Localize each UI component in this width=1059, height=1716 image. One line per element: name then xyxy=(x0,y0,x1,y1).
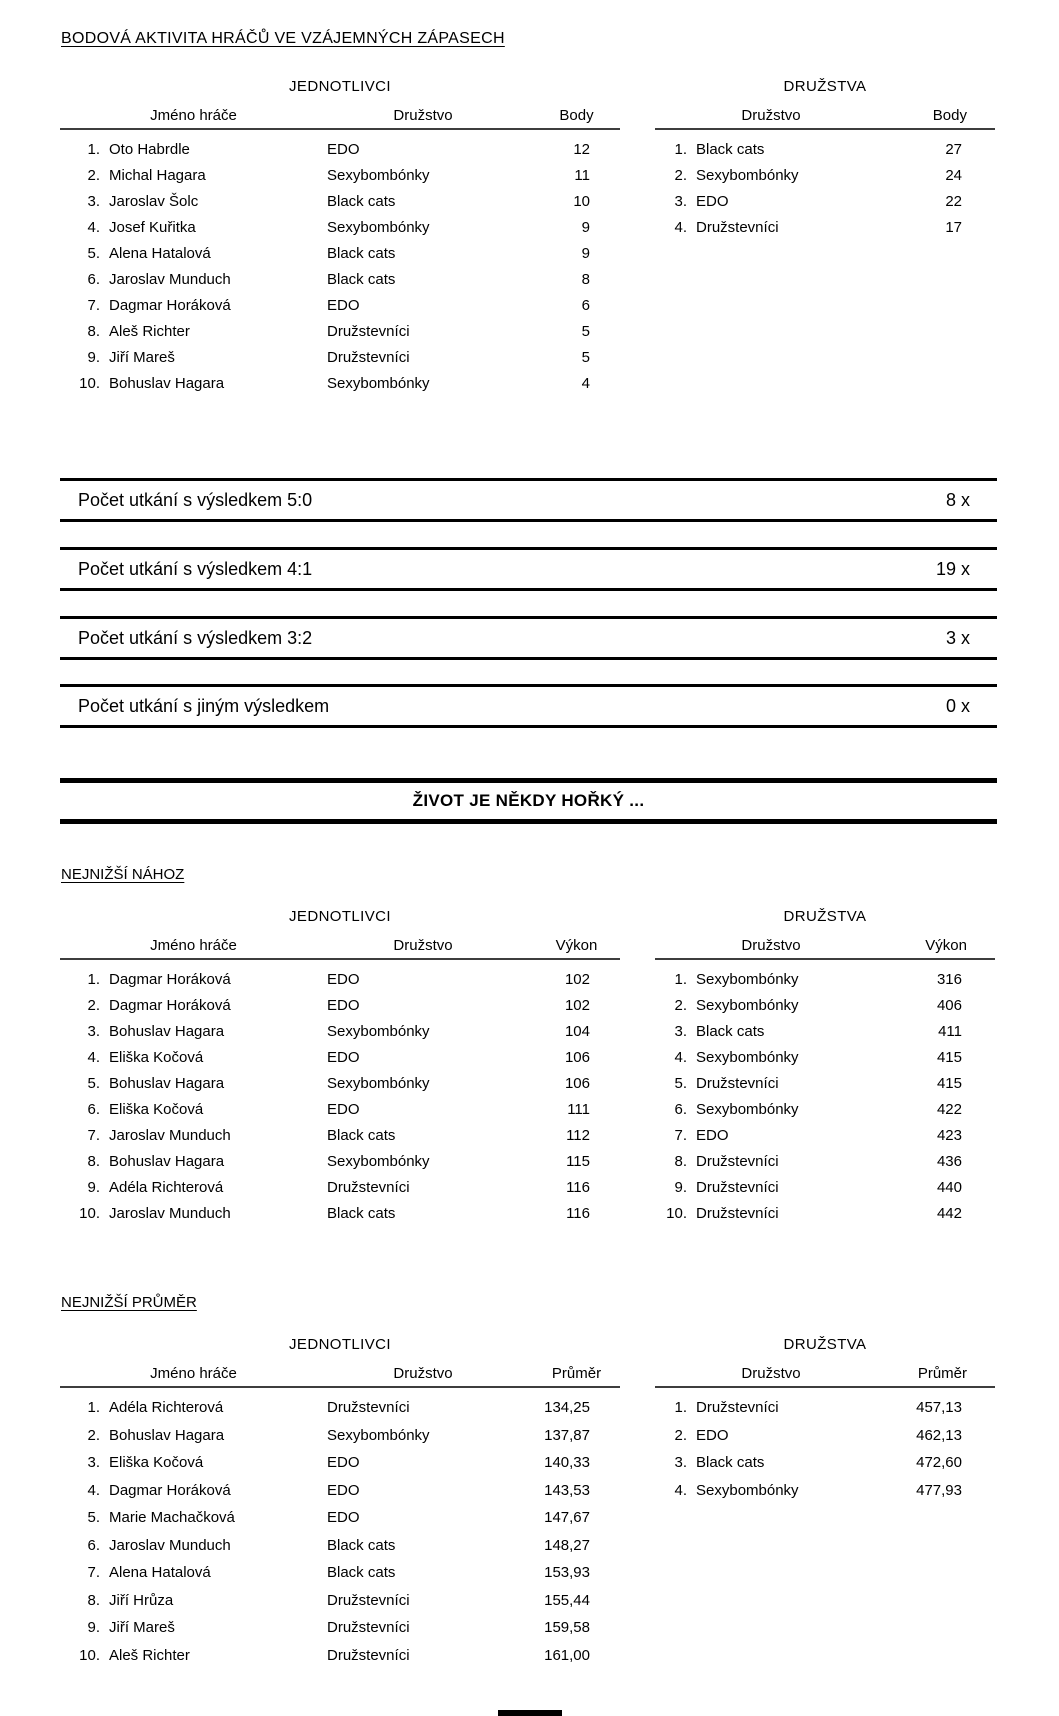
row-team: Sexybombónky xyxy=(327,1152,430,1170)
match-count-box-5-0 xyxy=(60,478,997,522)
table-row xyxy=(60,1018,620,1044)
row-value: 140,33 xyxy=(544,1454,590,1472)
table-row xyxy=(60,1559,620,1587)
row-rank: 4. xyxy=(87,218,100,236)
row-team: Družstevníci xyxy=(696,1152,779,1170)
row-rank: 5. xyxy=(87,244,100,262)
row-player-name: Dagmar Horáková xyxy=(109,996,231,1014)
row-team: Družstevníci xyxy=(696,218,779,236)
row-value: 5 xyxy=(581,348,590,366)
row-rank: 4. xyxy=(674,1048,687,1066)
row-rank: 4. xyxy=(87,1048,100,1066)
table-header xyxy=(60,1365,620,1388)
row-rank: 6. xyxy=(87,1100,100,1118)
row-player-name: Eliška Kočová xyxy=(109,1048,204,1066)
row-value: 115 xyxy=(566,1152,590,1170)
individuals-heading: JEDNOTLIVCI xyxy=(289,1336,391,1353)
row-team: Sexybombónky xyxy=(327,1022,430,1040)
row-player-name: Bohuslav Hagara xyxy=(109,1022,225,1040)
row-rank: 8. xyxy=(87,1591,100,1609)
row-player-name: Jaroslav Šolc xyxy=(109,192,199,210)
row-rank: 5. xyxy=(674,1074,687,1092)
row-team: Black cats xyxy=(327,1564,396,1582)
row-player-name: Bohuslav Hagara xyxy=(109,374,225,392)
match-count-box-4-1 xyxy=(60,547,997,591)
table-row xyxy=(60,370,620,396)
row-rank: 5. xyxy=(87,1074,100,1092)
row-value: 116 xyxy=(566,1204,590,1222)
row-rank: 3. xyxy=(87,1454,100,1472)
row-player-name: Alena Hatalová xyxy=(109,1564,211,1582)
row-rank: 1. xyxy=(674,1399,687,1417)
row-player-name: Eliška Kočová xyxy=(109,1454,204,1472)
row-rank: 5. xyxy=(87,1509,100,1527)
row-rank: 10. xyxy=(79,1646,100,1664)
row-rank: 3. xyxy=(674,1022,687,1040)
row-team: Družstevníci xyxy=(696,1178,779,1196)
row-value: 104 xyxy=(564,1022,590,1040)
col-header-team: Družstvo xyxy=(741,107,801,124)
row-team: EDO xyxy=(327,1100,360,1118)
row-team: EDO xyxy=(696,1126,729,1144)
row-value: 411 xyxy=(938,1022,962,1040)
table-row xyxy=(60,1200,620,1226)
row-player-name: Michal Hagara xyxy=(109,166,206,184)
row-rank: 3. xyxy=(87,192,100,210)
table-row xyxy=(655,214,995,240)
row-rank: 7. xyxy=(87,1564,100,1582)
table-header xyxy=(655,107,995,130)
table-row xyxy=(655,1200,995,1226)
row-team: Družstevníci xyxy=(327,1646,410,1664)
row-team: Black cats xyxy=(327,1536,396,1554)
row-rank: 3. xyxy=(674,1454,687,1472)
table-body xyxy=(655,130,995,240)
row-team: Sexybombónky xyxy=(327,166,430,184)
table-row xyxy=(60,1096,620,1122)
row-value: 116 xyxy=(566,1178,590,1196)
points-individuals-table xyxy=(60,78,620,396)
row-player-name: Jaroslav Munduch xyxy=(109,1536,231,1554)
teams-heading: DRUŽSTVA xyxy=(783,78,867,95)
table-row xyxy=(60,1614,620,1642)
match-count-value: 8 x xyxy=(945,489,970,510)
row-player-name: Bohuslav Hagara xyxy=(109,1152,225,1170)
row-player-name: Oto Habrdle xyxy=(109,140,190,158)
row-value: 155,44 xyxy=(544,1591,590,1609)
col-header-team: Družstvo xyxy=(741,1365,801,1382)
table-row xyxy=(60,1477,620,1505)
table-body xyxy=(60,130,620,396)
row-team: Sexybombónky xyxy=(696,1100,799,1118)
table-row xyxy=(60,1044,620,1070)
table-row xyxy=(60,966,620,992)
row-rank: 10. xyxy=(666,1204,687,1222)
individuals-heading: JEDNOTLIVCI xyxy=(289,78,391,95)
table-row xyxy=(655,1422,995,1450)
row-player-name: Aleš Richter xyxy=(109,1646,190,1664)
row-value: 457,13 xyxy=(916,1399,962,1417)
table-body xyxy=(655,1388,995,1504)
table-row xyxy=(60,266,620,292)
row-player-name: Dagmar Horáková xyxy=(109,970,231,988)
row-team: EDO xyxy=(696,192,729,210)
row-value: 11 xyxy=(574,166,590,184)
row-team: Družstevníci xyxy=(327,1178,410,1196)
table-row xyxy=(655,1449,995,1477)
row-team: EDO xyxy=(327,1454,360,1472)
row-rank: 1. xyxy=(674,970,687,988)
row-value: 442 xyxy=(936,1204,962,1222)
row-value: 472,60 xyxy=(916,1454,962,1472)
row-value: 161,00 xyxy=(544,1646,590,1664)
row-value: 153,93 xyxy=(544,1564,590,1582)
match-count-label: Počet utkání s výsledkem 5:0 xyxy=(78,489,313,510)
row-team: Sexybombónky xyxy=(696,996,799,1014)
row-value: 27 xyxy=(945,140,962,158)
table-row xyxy=(60,318,620,344)
table-header xyxy=(60,107,620,130)
row-rank: 4. xyxy=(674,218,687,236)
row-value: 147,67 xyxy=(544,1509,590,1527)
table-header xyxy=(655,937,995,960)
col-header-value: Body xyxy=(932,107,967,124)
match-count-box-3-2 xyxy=(60,616,997,660)
row-value: 10 xyxy=(573,192,590,210)
row-value: 106 xyxy=(564,1074,590,1092)
table-row xyxy=(655,162,995,188)
teams-heading: DRUŽSTVA xyxy=(783,1336,867,1353)
lowest-average-teams-table xyxy=(655,1336,995,1504)
row-value: 415 xyxy=(936,1074,962,1092)
row-value: 111 xyxy=(567,1100,590,1118)
row-rank: 4. xyxy=(674,1481,687,1499)
row-rank: 4. xyxy=(87,1481,100,1499)
col-header-player-name: Jméno hráče xyxy=(150,107,237,124)
table-row xyxy=(60,992,620,1018)
table-body xyxy=(60,1388,620,1669)
row-rank: 1. xyxy=(674,140,687,158)
row-value: 17 xyxy=(945,218,962,236)
row-rank: 7. xyxy=(87,296,100,314)
row-value: 134,25 xyxy=(544,1399,590,1417)
row-player-name: Jiří Hrůza xyxy=(109,1591,174,1609)
row-team: Sexybombónky xyxy=(696,1048,799,1066)
row-player-name: Jaroslav Munduch xyxy=(109,270,231,288)
row-rank: 3. xyxy=(87,1022,100,1040)
document-title: BODOVÁ AKTIVITA HRÁČŮ VE VZÁJEMNÝCH ZÁPASECH xyxy=(61,30,505,47)
row-value: 4 xyxy=(581,374,590,392)
row-rank: 2. xyxy=(87,166,100,184)
row-team: Black cats xyxy=(327,1126,396,1144)
table-row xyxy=(60,188,620,214)
row-player-name: Jiří Mareš xyxy=(109,348,175,366)
row-value: 106 xyxy=(564,1048,590,1066)
row-value: 159,58 xyxy=(544,1619,590,1637)
row-value: 22 xyxy=(945,192,962,210)
table-row xyxy=(60,1642,620,1670)
row-rank: 3. xyxy=(674,192,687,210)
row-player-name: Jaroslav Munduch xyxy=(109,1204,231,1222)
match-count-box-other xyxy=(60,684,997,728)
table-row xyxy=(655,1018,995,1044)
row-value: 112 xyxy=(566,1126,590,1144)
row-team: Sexybombónky xyxy=(696,166,799,184)
table-row xyxy=(60,1449,620,1477)
row-team: Družstevníci xyxy=(327,322,410,340)
row-team: Black cats xyxy=(696,1022,765,1040)
match-count-value: 0 x xyxy=(945,695,970,716)
table-row xyxy=(655,1477,995,1505)
row-rank: 10. xyxy=(79,1204,100,1222)
section-banner xyxy=(60,778,997,824)
row-rank: 1. xyxy=(87,1399,100,1417)
row-rank: 7. xyxy=(674,1126,687,1144)
row-rank: 6. xyxy=(87,270,100,288)
table-row xyxy=(60,1394,620,1422)
table-row xyxy=(60,136,620,162)
row-rank: 1. xyxy=(87,140,100,158)
col-header-player-name: Jméno hráče xyxy=(150,937,237,954)
table-body xyxy=(655,960,995,1226)
table-row xyxy=(655,188,995,214)
row-team: EDO xyxy=(327,1048,360,1066)
table-row xyxy=(655,1148,995,1174)
row-player-name: Dagmar Horáková xyxy=(109,1481,231,1499)
row-rank: 9. xyxy=(674,1178,687,1196)
row-value: 148,27 xyxy=(544,1536,590,1554)
row-rank: 9. xyxy=(87,1178,100,1196)
row-player-name: Josef Kuřitka xyxy=(109,218,196,236)
table-row xyxy=(655,1122,995,1148)
table-row xyxy=(60,1174,620,1200)
row-player-name: Adéla Richterová xyxy=(109,1178,224,1196)
lowest-average-title: NEJNIŽŠÍ PRŮMĚR xyxy=(61,1294,197,1311)
row-rank: 9. xyxy=(87,1619,100,1637)
row-team: Sexybombónky xyxy=(327,1426,430,1444)
row-value: 6 xyxy=(581,296,590,314)
row-value: 415 xyxy=(936,1048,962,1066)
col-header-team: Družstvo xyxy=(393,1365,453,1382)
individuals-heading: JEDNOTLIVCI xyxy=(289,908,391,925)
row-player-name: Aleš Richter xyxy=(109,322,190,340)
row-team: Black cats xyxy=(327,244,396,262)
row-team: Sexybombónky xyxy=(327,1074,430,1092)
match-count-label: Počet utkání s jiným výsledkem xyxy=(78,695,330,716)
table-row xyxy=(60,1148,620,1174)
row-rank: 2. xyxy=(87,1426,100,1444)
row-rank: 9. xyxy=(87,348,100,366)
col-header-value: Výkon xyxy=(925,937,967,954)
lowest-average-individuals-table xyxy=(60,1336,620,1669)
row-team: Sexybombónky xyxy=(327,218,430,236)
table-row xyxy=(655,1394,995,1422)
row-value: 5 xyxy=(581,322,590,340)
row-team: EDO xyxy=(327,996,360,1014)
row-value: 102 xyxy=(564,996,590,1014)
row-value: 422 xyxy=(936,1100,962,1118)
row-player-name: Bohuslav Hagara xyxy=(109,1074,225,1092)
row-rank: 8. xyxy=(87,322,100,340)
row-team: Družstevníci xyxy=(327,1399,410,1417)
row-team: Black cats xyxy=(327,192,396,210)
row-team: Družstevníci xyxy=(327,1591,410,1609)
row-value: 440 xyxy=(936,1178,962,1196)
table-row xyxy=(60,1422,620,1450)
match-count-label: Počet utkání s výsledkem 3:2 xyxy=(78,627,313,648)
col-header-value: Průměr xyxy=(917,1365,967,1382)
row-team: Sexybombónky xyxy=(696,1481,799,1499)
row-player-name: Eliška Kočová xyxy=(109,1100,204,1118)
table-row xyxy=(655,1174,995,1200)
row-value: 143,53 xyxy=(544,1481,590,1499)
row-team: Sexybombónky xyxy=(696,970,799,988)
row-team: Black cats xyxy=(696,1454,765,1472)
row-value: 406 xyxy=(936,996,962,1014)
row-rank: 2. xyxy=(674,996,687,1014)
row-team: Družstevníci xyxy=(327,348,410,366)
table-header xyxy=(60,937,620,960)
row-rank: 2. xyxy=(674,166,687,184)
row-value: 8 xyxy=(581,270,590,288)
row-rank: 2. xyxy=(674,1426,687,1444)
row-rank: 8. xyxy=(87,1152,100,1170)
table-row xyxy=(60,1070,620,1096)
lowest-throw-title: NEJNIŽŠÍ NÁHOZ xyxy=(61,866,185,883)
banner-text: ŽIVOT JE NĚKDY HOŘKÝ ... xyxy=(412,791,645,810)
table-row xyxy=(655,1096,995,1122)
row-team: EDO xyxy=(327,296,360,314)
table-row xyxy=(655,992,995,1018)
col-header-value: Výkon xyxy=(555,937,598,954)
row-value: 137,87 xyxy=(544,1426,590,1444)
table-row xyxy=(655,966,995,992)
table-row xyxy=(60,1122,620,1148)
table-row xyxy=(655,1044,995,1070)
row-value: 9 xyxy=(581,218,590,236)
table-row xyxy=(655,136,995,162)
row-team: EDO xyxy=(327,1481,360,1499)
row-team: Black cats xyxy=(696,140,765,158)
col-header-team: Družstvo xyxy=(393,107,453,124)
table-row xyxy=(60,344,620,370)
table-body xyxy=(60,960,620,1226)
row-value: 102 xyxy=(564,970,590,988)
table-row xyxy=(60,1587,620,1615)
table-header xyxy=(655,1365,995,1388)
row-rank: 10. xyxy=(79,374,100,392)
col-header-team: Družstvo xyxy=(393,937,453,954)
row-rank: 8. xyxy=(674,1152,687,1170)
scan-artifact xyxy=(498,1710,562,1716)
row-team: Družstevníci xyxy=(696,1074,779,1092)
row-player-name: Marie Machačková xyxy=(109,1509,235,1527)
row-value: 12 xyxy=(573,140,590,158)
row-rank: 7. xyxy=(87,1126,100,1144)
row-player-name: Jiří Mareš xyxy=(109,1619,175,1637)
row-team: EDO xyxy=(327,140,360,158)
points-teams-table xyxy=(655,78,995,240)
row-player-name: Bohuslav Hagara xyxy=(109,1426,225,1444)
row-player-name: Jaroslav Munduch xyxy=(109,1126,231,1144)
col-header-value: Body xyxy=(559,107,594,124)
lowest-throw-teams-table xyxy=(655,908,995,1226)
teams-heading: DRUŽSTVA xyxy=(783,908,867,925)
row-team: Sexybombónky xyxy=(327,374,430,392)
col-header-value: Průměr xyxy=(551,1365,602,1382)
table-row xyxy=(60,214,620,240)
row-value: 24 xyxy=(945,166,962,184)
table-row xyxy=(655,1070,995,1096)
row-value: 436 xyxy=(936,1152,962,1170)
row-value: 477,93 xyxy=(916,1481,962,1499)
row-player-name: Adéla Richterová xyxy=(109,1399,224,1417)
row-team: Black cats xyxy=(327,1204,396,1222)
row-player-name: Dagmar Horáková xyxy=(109,296,231,314)
row-rank: 2. xyxy=(87,996,100,1014)
row-rank: 6. xyxy=(674,1100,687,1118)
col-header-player-name: Jméno hráče xyxy=(150,1365,237,1382)
row-value: 462,13 xyxy=(916,1426,962,1444)
row-value: 316 xyxy=(936,970,962,988)
row-team: EDO xyxy=(327,970,360,988)
match-count-label: Počet utkání s výsledkem 4:1 xyxy=(78,558,313,579)
row-rank: 1. xyxy=(87,970,100,988)
row-team: Družstevníci xyxy=(327,1619,410,1637)
match-count-value: 3 x xyxy=(945,627,970,648)
row-value: 9 xyxy=(581,244,590,262)
table-row xyxy=(60,292,620,318)
table-row xyxy=(60,1504,620,1532)
match-count-value: 19 x xyxy=(935,558,970,579)
table-row xyxy=(60,240,620,266)
row-rank: 6. xyxy=(87,1536,100,1554)
row-player-name: Alena Hatalová xyxy=(109,244,211,262)
table-row xyxy=(60,162,620,188)
lowest-throw-individuals-table xyxy=(60,908,620,1226)
row-value: 423 xyxy=(936,1126,962,1144)
col-header-team: Družstvo xyxy=(741,937,801,954)
row-team: Družstevníci xyxy=(696,1204,779,1222)
table-row xyxy=(60,1532,620,1560)
row-team: Black cats xyxy=(327,270,396,288)
row-team: EDO xyxy=(696,1426,729,1444)
row-team: EDO xyxy=(327,1509,360,1527)
row-team: Družstevníci xyxy=(696,1399,779,1417)
